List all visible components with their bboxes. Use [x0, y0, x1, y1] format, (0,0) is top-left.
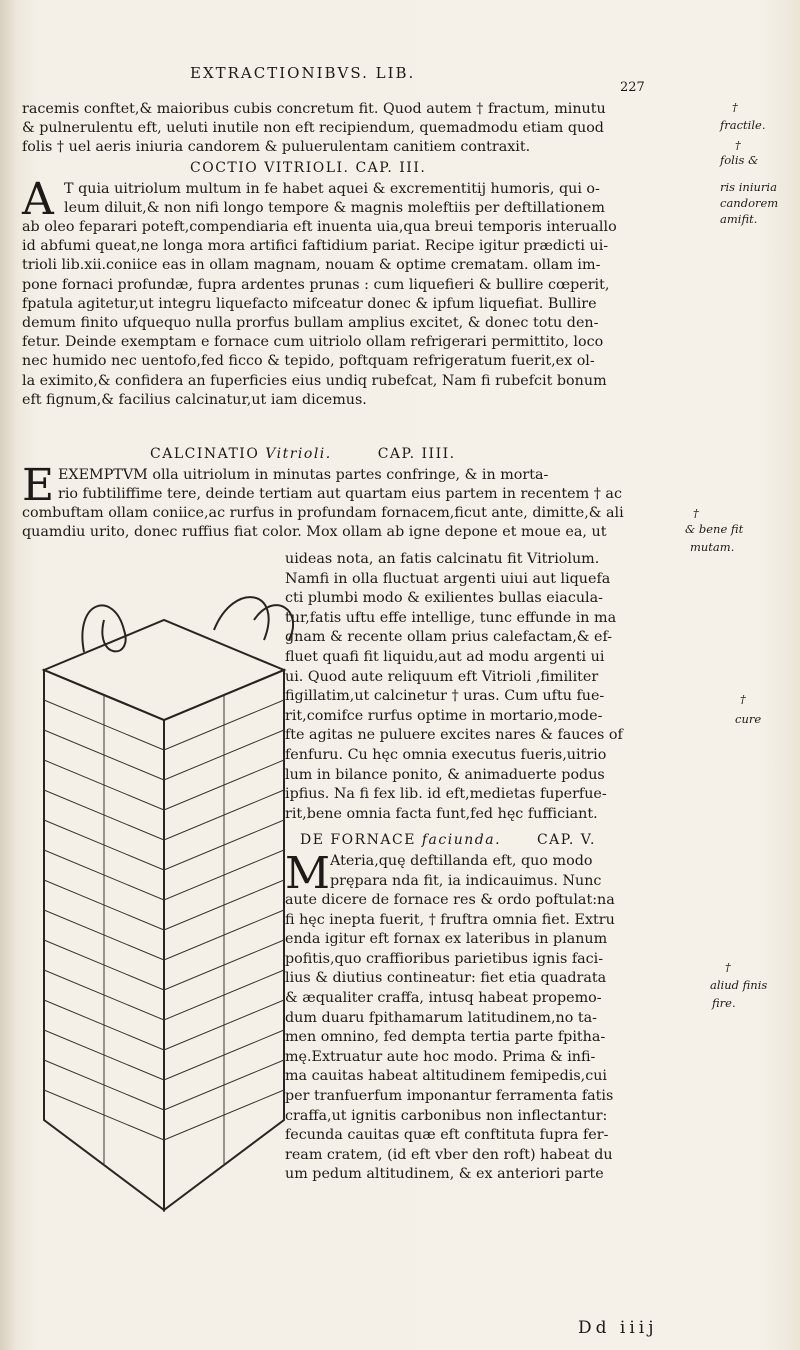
text-line: pofitis,quo craffioribus parietibus ignis faci- [285, 950, 604, 967]
section3-lead [330, 852, 720, 891]
text-line: tur,fatis uftu effe intellige, tunc effunde in ma [285, 609, 617, 626]
text-line: fenfuru. Cu hęc omnia executus fueris,uitrio [285, 746, 607, 763]
margin-note: fractile. [720, 118, 766, 132]
text-line: Ateria,quę deftillanda eft, quo modo [330, 853, 593, 869]
text-line: lum in bilance ponito, & animaduerte podus [285, 766, 605, 783]
drop-cap-e: E [22, 460, 55, 511]
text-line: fluet quafi fit liquidu,aut ad modu argenti ui [285, 648, 605, 665]
section1-paragraph [64, 180, 664, 218]
heading-text: DE FORNACE [300, 832, 416, 848]
text-line: id abfumi queat,ne longa mora artifici faftidium pariat. Recipe igitur prædicti ui- [22, 238, 609, 255]
margin-note: & bene fit [685, 522, 744, 536]
page-number: 227 [620, 80, 645, 95]
text-line: cti plumbi modo & exilientes bullas eiacula- [285, 590, 603, 607]
text-line: craffa,ut ignitis carbonibus non inflectantur: [285, 1107, 608, 1124]
text-line: quamdiu urito, donec ruffius fiat color. Mox ollam ab igne depone et moue ea, ut [22, 524, 607, 541]
margin-dagger: † [693, 506, 699, 520]
text-line: lius & diutius contineatur: fiet etia quadrata [285, 970, 607, 987]
margin-note: fire. [712, 996, 736, 1010]
text-line: ma cauitas habeat altitudinem femipedis,cui [285, 1068, 607, 1085]
section2-paragraph-cont [22, 504, 662, 542]
drop-cap-m: M [285, 848, 331, 899]
margin-dagger: † [735, 138, 741, 152]
text-line: ipfius. Na fi fex lib. id eft,medietas fuperfue- [285, 786, 607, 803]
text-line: ui. Quod aute reliquum eft Vitrioli ,fimiliter [285, 668, 599, 685]
text-line: demum finito ufquequo nulla prorfus bullam amplius excitet, & donec totu den- [22, 314, 599, 331]
text-line: Namfi in olla fluctuat argenti uiui aut liquefa [285, 570, 611, 587]
text-line: aute dicere de fornace res & ordo poftulat:na [285, 892, 615, 908]
text-line: folis † uel aeris iniuria candorem & puluerulentam canitiem contraxit. [22, 139, 531, 156]
text-line: fpatula agitetur,ut integru liquefacto mifceatur donec & ipfum liquefiat. Bullire [22, 295, 597, 312]
text-line: leum diluit,& non nifi longo tempore & magnis moleftiis per deftillationem [64, 200, 605, 217]
section3-column [285, 891, 725, 1185]
text-line: combuftam ollam coniice,ac rurfus in profundam fornacem,ficut ante, dimitte,& ali [22, 505, 624, 521]
text-line: dum duaru fpithamarum latitudinem,no ta- [285, 1009, 597, 1026]
text-line: fi hęc inepta fuerit, † fruftra omnia fiet. Extru [285, 911, 615, 928]
text-line: T quia uitriolum multum in fe habet aquei & excrementitij humoris, qui o- [64, 181, 600, 197]
text-line: nec humido nec uentofo,fed ficco & tepido, poftquam refrigeratum fuerit,ex ol- [22, 353, 595, 370]
text-line: EXEMPTVM olla uitriolum in minutas partes confringe, & in morta- [58, 467, 549, 483]
running-title: EXTRACTIONIBVS. LIB. [190, 64, 416, 82]
margin-note: ris iniuria [720, 180, 777, 194]
heading-italic: Vitrioli. [265, 446, 332, 462]
drop-cap-a: A [22, 174, 54, 225]
text-line: rio fubtiliffime tere, deinde tertiam aut quartam eius partem in recentem † ac [58, 486, 622, 503]
text-line: um pedum altitudinem, & ex anteriori parte [285, 1166, 604, 1183]
text-line: per tranfuerfum imponantur ferramenta fatis [285, 1087, 614, 1104]
margin-note: mutam. [690, 540, 735, 554]
section-heading-fornace [300, 832, 596, 848]
heading-text: CALCINATIO [150, 446, 260, 462]
text-line: pone fornaci profundæ, fupra ardentes prunas : cum liquefieri & bullire cœperit, [22, 276, 610, 293]
text-line: men omnino, fed dempta tertia parte fpitha- [285, 1029, 606, 1046]
text-line: & æqualiter craffa, intusq habeat propemo- [285, 989, 602, 1006]
page-gutter [0, 0, 18, 1350]
text-line: ream cratem, (id eft vber den roft) habeat du [285, 1146, 613, 1163]
text-line: prępara nda fit, ia indicauimus. Nunc [330, 872, 602, 889]
text-line: la eximito,& confidera an fuperficies eius undiq rubefcat, Nam fi rubefcit bonum [22, 372, 607, 389]
signature-mark: Dd iiij [578, 1318, 658, 1338]
margin-note: cure [735, 712, 762, 726]
margin-dagger: † [740, 692, 746, 706]
section-heading-coctio: COCTIO VITRIOLI. CAP. III. [190, 160, 427, 176]
section1-paragraph-cont [22, 218, 672, 410]
margin-note: candorem [720, 196, 779, 210]
text-line: ab oleo feparari poteft,compendiaria eft inuenta uia,qua breui temporis interuallo [22, 219, 617, 235]
text-line: mę.Extruatur aute hoc modo. Prima & infi- [285, 1048, 596, 1065]
text-line: racemis conftet,& maioribus cubis concretum fit. Quod autem † fractum, minutu [22, 101, 606, 117]
heading-cap: CAP. V. [536, 832, 596, 848]
text-line: gnam & recente ollam prius calefactam,& ef- [285, 629, 613, 646]
text-line: fetur. Deinde exemptam e fornace cum uitriolo ollam refrigerari permittito, loco [22, 334, 604, 351]
margin-dagger: † [732, 100, 738, 114]
text-line: eft fignum,& facilius calcinatur,ut iam dicemus. [22, 391, 367, 408]
intro-paragraph [22, 100, 712, 158]
section2-column [285, 550, 725, 824]
margin-note: amifit. [720, 212, 758, 226]
section2-paragraph [58, 466, 668, 504]
text-line: rit,comifce rurfus optime in mortario,mode- [285, 707, 603, 724]
text-line: & pulnerulentu eft, ueluti inutile non eft recipiendum, quemadmodu etiam quod [22, 120, 604, 137]
section-heading-calcinatio [150, 446, 456, 462]
heading-cap: CAP. IIII. [377, 446, 456, 462]
text-line: enda igitur eft fornax ex lateribus in planum [285, 931, 608, 948]
text-line: figillatim,ut calcinetur † uras. Cum uftu fue- [285, 688, 605, 705]
heading-italic: faciunda. [421, 832, 502, 848]
margin-note: folis & [720, 153, 759, 167]
margin-dagger: † [725, 960, 731, 974]
text-line: trioli lib.xii.coniice eas in ollam magnam, nouam & optime crematam. ollam im- [22, 257, 601, 274]
text-line: fecunda cauitas quæ eft conftituta fupra fer- [285, 1127, 609, 1144]
text-line: rit,bene omnia facta funt,fed hęc fufficiant. [285, 805, 598, 822]
text-line: uideas nota, an fatis calcinatu fit Vitriolum. [285, 551, 600, 567]
margin-note: aliud finis [710, 978, 768, 992]
text-line: fte agitas ne puluere excites nares & fauces of [285, 727, 623, 744]
